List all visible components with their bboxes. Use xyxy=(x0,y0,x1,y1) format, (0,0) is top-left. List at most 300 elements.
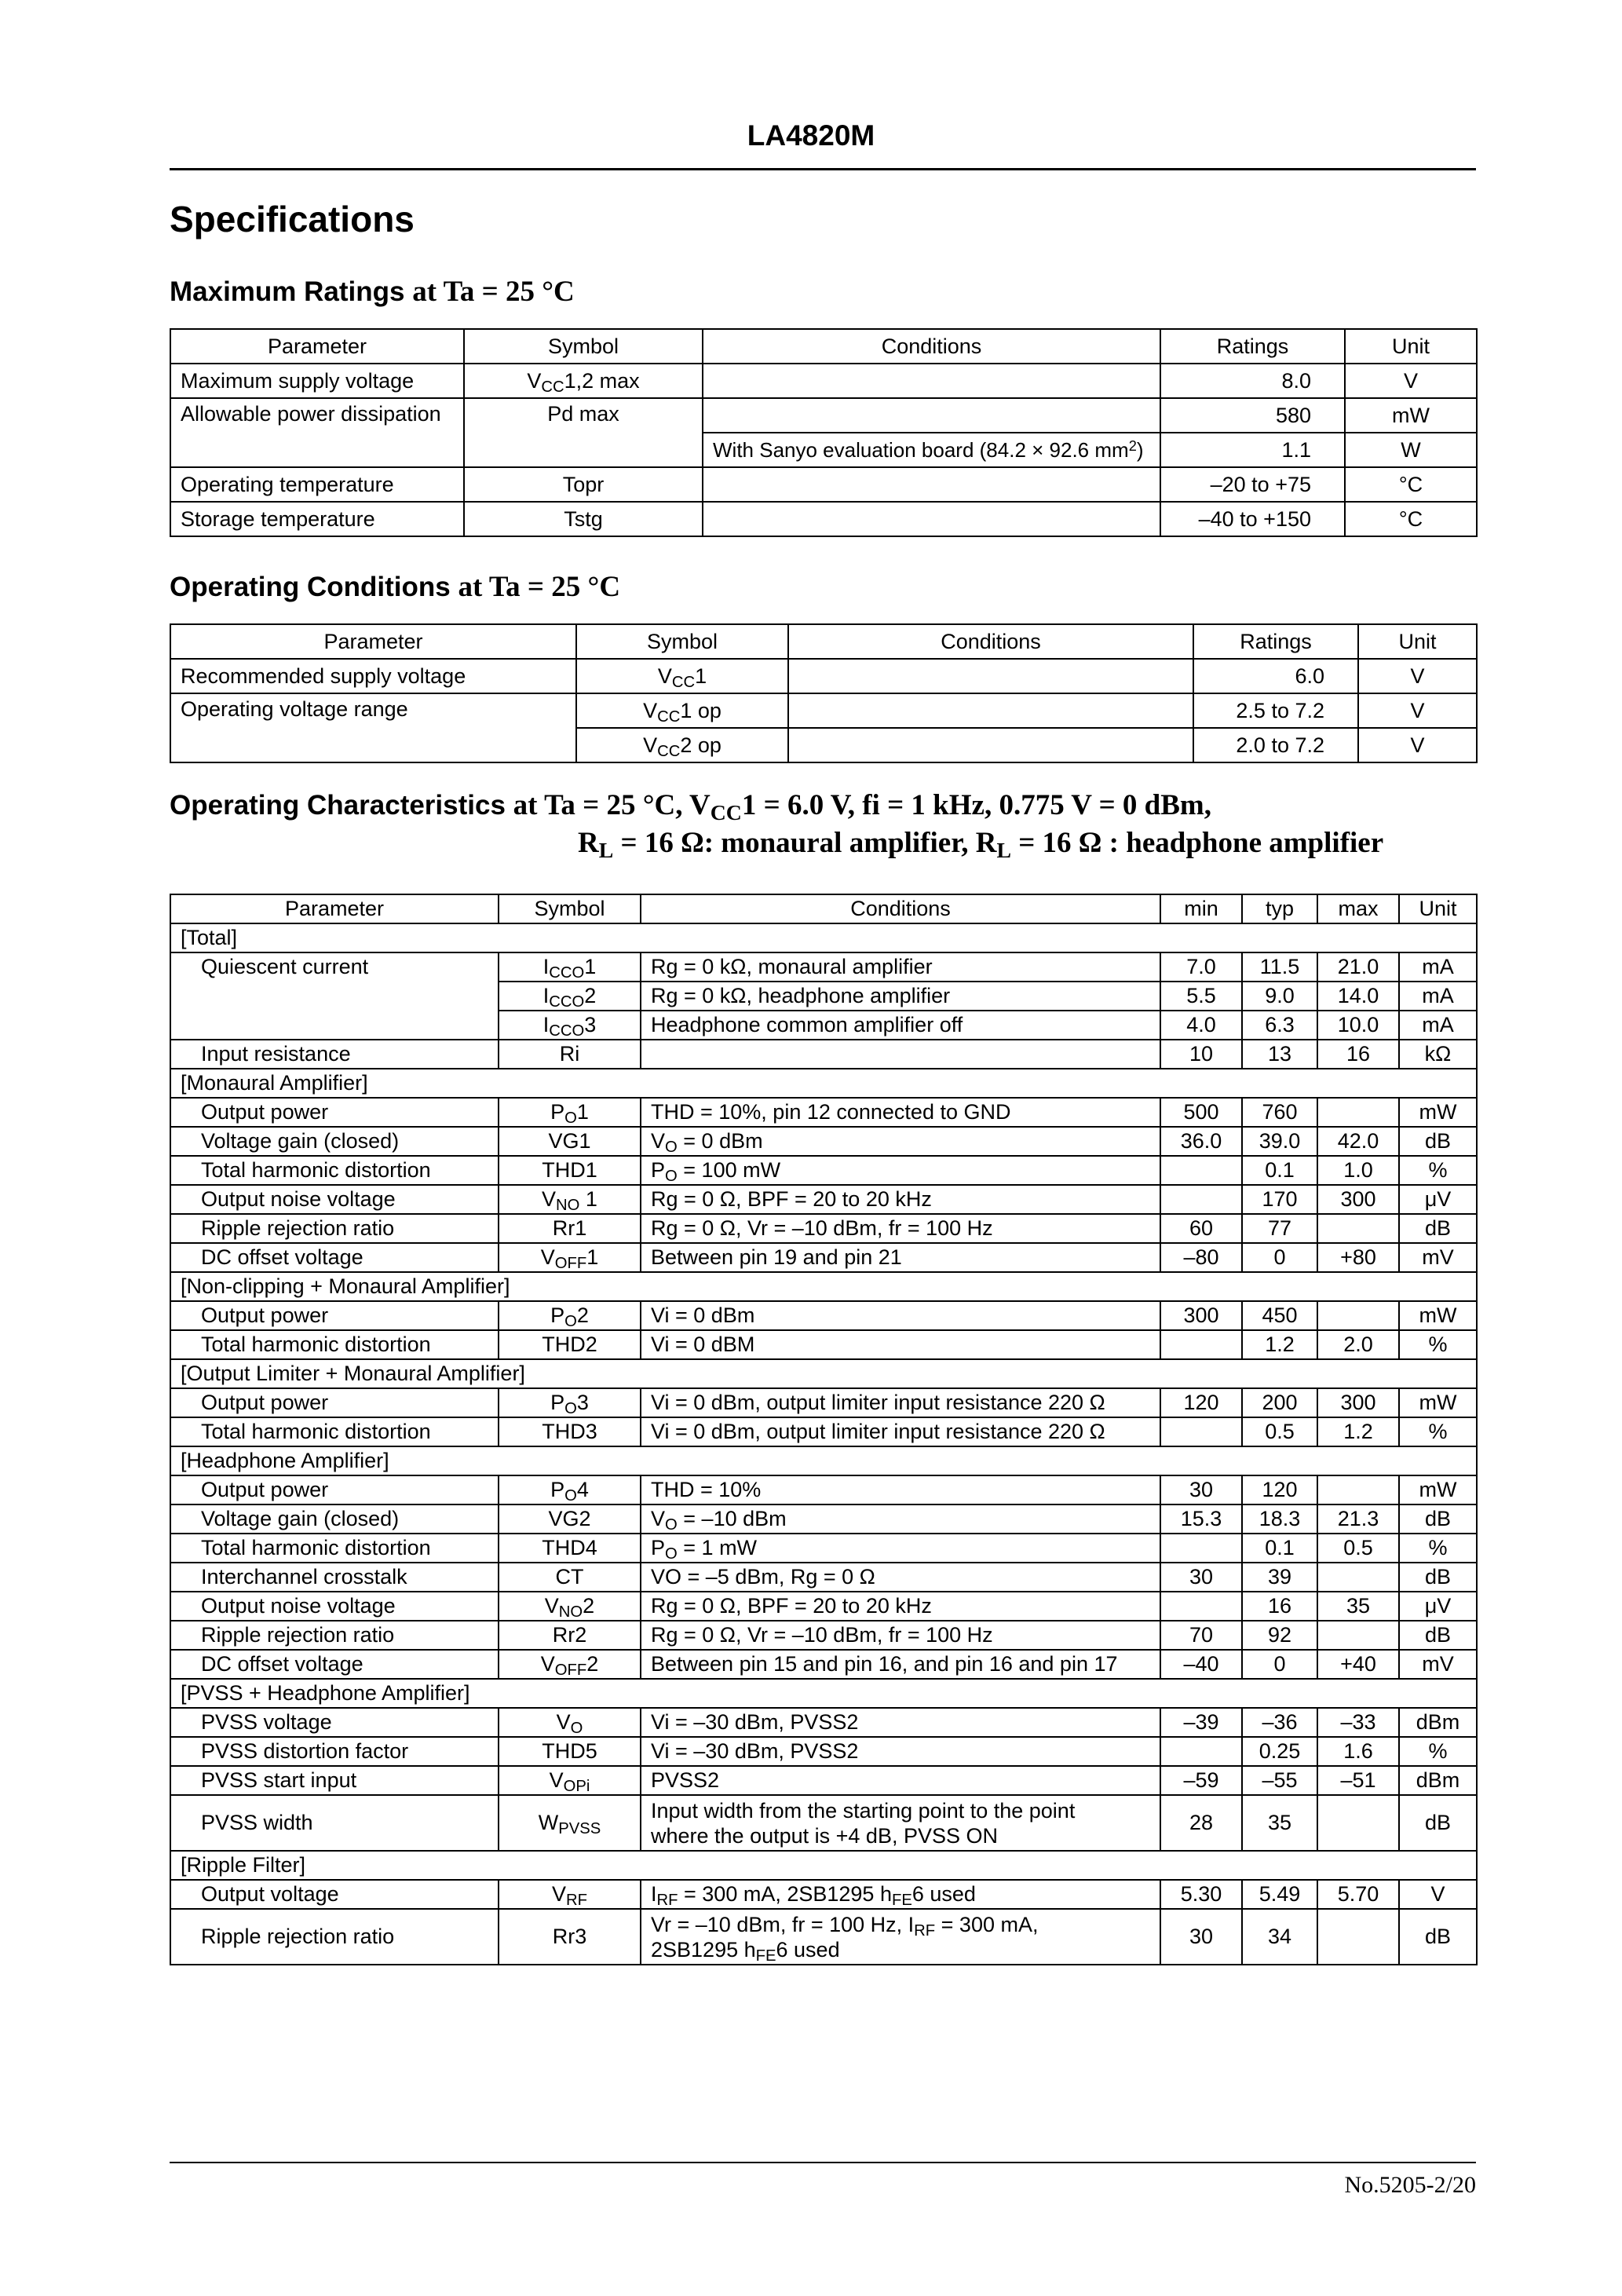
group-row xyxy=(170,1679,1477,1708)
conditions-cell: With Sanyo evaluation board (84.2 × 92.6 $mm^2$) xyxy=(703,433,1160,467)
min-cell xyxy=(1160,1330,1242,1359)
unit-cell: V xyxy=(1345,364,1477,398)
op-chars-condition-line1: at Ta = 25 °C, $V_{CC}1 = 6.0$ V, fi = 1 kHz, 0.775 V = 0 dBm, xyxy=(513,789,1211,825)
typ-cell: –55 xyxy=(1242,1766,1317,1795)
unit-cell: W xyxy=(1345,433,1477,467)
unit-cell: V xyxy=(1358,693,1477,728)
max-cell: –51 xyxy=(1317,1766,1399,1795)
col-header: Ratings xyxy=(1193,624,1358,659)
conditions-cell: Rg = 0 kΩ, monaural amplifier xyxy=(641,952,1160,982)
symbol-cell: Rr1 xyxy=(499,1214,641,1243)
table-row xyxy=(170,1185,1477,1214)
parameter-cell: PVSS start input xyxy=(170,1766,499,1795)
op-chars-title: Operating Characteristics xyxy=(170,790,506,821)
symbol-cell: $V_{OPi}$ xyxy=(499,1766,641,1795)
unit-cell: V xyxy=(1399,1880,1477,1909)
table-row xyxy=(170,1475,1477,1504)
conditions-cell xyxy=(703,398,1160,433)
table-row xyxy=(170,1417,1477,1446)
min-cell: 30 xyxy=(1160,1475,1242,1504)
typ-cell: 1.2 xyxy=(1242,1330,1317,1359)
group-row xyxy=(170,1272,1477,1301)
table-row xyxy=(170,659,1477,693)
symbol-cell: $P_O4$ xyxy=(499,1475,641,1504)
parameter-cell: Output noise voltage xyxy=(170,1592,499,1621)
group-label: [Ripple Filter] xyxy=(170,1851,1477,1880)
symbol-cell: THD3 xyxy=(499,1417,641,1446)
parameter-cell: Quiescent current xyxy=(170,952,499,1040)
table-row xyxy=(170,1098,1477,1127)
group-row xyxy=(170,1851,1477,1880)
op-conditions-title: Operating Conditions xyxy=(170,572,451,602)
unit-cell: kΩ xyxy=(1399,1040,1477,1069)
col-header: Conditions xyxy=(703,329,1160,364)
symbol-cell: $V_{NO}2$ xyxy=(499,1592,641,1621)
parameter-cell: Total harmonic distortion xyxy=(170,1330,499,1359)
table-row xyxy=(170,1301,1477,1330)
parameter-cell: Recommended supply voltage xyxy=(170,659,576,693)
max-cell: 1.2 xyxy=(1317,1417,1399,1446)
symbol-cell: $V_{CC}1$ op xyxy=(576,693,788,728)
symbol-cell: $V_{NO}$ 1 xyxy=(499,1185,641,1214)
symbol-cell: THD1 xyxy=(499,1156,641,1185)
max-cell xyxy=(1317,1909,1399,1965)
symbol-cell: $W_{PVSS}$ xyxy=(499,1795,641,1851)
group-label: [Output Limiter + Monaural Amplifier] xyxy=(170,1359,1477,1388)
max-cell: 0.5 xyxy=(1317,1534,1399,1563)
symbol-cell: $I_{CCO}3$ xyxy=(499,1011,641,1040)
max-cell: 300 xyxy=(1317,1388,1399,1417)
table-row xyxy=(170,502,1477,536)
table-row xyxy=(170,398,1477,433)
symbol-cell: $V_{CC}1,2$ max xyxy=(464,364,703,398)
conditions-cell: Vi = –30 dBm, PVSS2 xyxy=(641,1708,1160,1737)
unit-cell: dB xyxy=(1399,1214,1477,1243)
min-cell xyxy=(1160,1156,1242,1185)
rating-cell: 580 xyxy=(1160,398,1345,433)
unit-cell: dBm xyxy=(1399,1766,1477,1795)
unit-cell: % xyxy=(1399,1156,1477,1185)
max-cell xyxy=(1317,1795,1399,1851)
max-cell xyxy=(1317,1214,1399,1243)
conditions-cell: $P_O = 1$ mW xyxy=(641,1534,1160,1563)
unit-cell: V xyxy=(1358,659,1477,693)
conditions-cell: VO = –5 dBm, Rg = 0 Ω xyxy=(641,1563,1160,1592)
table-row xyxy=(170,1330,1477,1359)
table-row xyxy=(170,1156,1477,1185)
unit-cell: dB xyxy=(1399,1504,1477,1534)
max-cell: 2.0 xyxy=(1317,1330,1399,1359)
max-cell: 1.0 xyxy=(1317,1156,1399,1185)
parameter-cell: Allowable power dissipation xyxy=(170,398,464,467)
max-ratings-condition: at Ta = 25 °C xyxy=(412,276,575,308)
typ-cell: 9.0 xyxy=(1242,982,1317,1011)
min-cell: 70 xyxy=(1160,1621,1242,1650)
typ-cell: 0.1 xyxy=(1242,1156,1317,1185)
typ-cell: 16 xyxy=(1242,1592,1317,1621)
table-row xyxy=(170,467,1477,502)
unit-cell: mW xyxy=(1399,1301,1477,1330)
max-cell: 21.0 xyxy=(1317,952,1399,982)
parameter-cell: Output voltage xyxy=(170,1880,499,1909)
rating-cell: –40 to +150 xyxy=(1160,502,1345,536)
typ-cell: 760 xyxy=(1242,1098,1317,1127)
min-cell: –39 xyxy=(1160,1708,1242,1737)
unit-cell: dBm xyxy=(1399,1708,1477,1737)
min-cell xyxy=(1160,1417,1242,1446)
table-row xyxy=(170,1650,1477,1679)
max-cell: 16 xyxy=(1317,1040,1399,1069)
group-label: [Non-clipping + Monaural Amplifier] xyxy=(170,1272,1477,1301)
col-header: min xyxy=(1160,894,1242,923)
max-cell: 42.0 xyxy=(1317,1127,1399,1156)
typ-cell: 0 xyxy=(1242,1243,1317,1272)
conditions-cell: $I_{RF} = 300$ mA, 2SB1295 $h_{FE}6$ used xyxy=(641,1880,1160,1909)
min-cell: 5.5 xyxy=(1160,982,1242,1011)
unit-cell: μV xyxy=(1399,1592,1477,1621)
unit-cell: mW xyxy=(1399,1098,1477,1127)
parameter-cell: Interchannel crosstalk xyxy=(170,1563,499,1592)
group-row xyxy=(170,1446,1477,1475)
col-header: Parameter xyxy=(170,894,499,923)
symbol-cell: THD2 xyxy=(499,1330,641,1359)
table-row xyxy=(170,1127,1477,1156)
rating-cell: –20 to +75 xyxy=(1160,467,1345,502)
max-ratings-heading xyxy=(170,275,575,309)
conditions-cell xyxy=(788,659,1193,693)
document-number: No.5205-2/20 xyxy=(1344,2172,1476,2198)
symbol-cell: CT xyxy=(499,1563,641,1592)
op-chars-condition-line2: $R_L = 16$ Ω: monaural amplifier, $R_L = 16$ Ω : headphone amplifier xyxy=(578,827,1384,863)
group-label: [Total] xyxy=(170,923,1477,952)
typ-cell: 39 xyxy=(1242,1563,1317,1592)
conditions-cell: Vi = 0 dBm, output limiter input resistance 220 Ω xyxy=(641,1417,1160,1446)
parameter-cell: Storage temperature xyxy=(170,502,464,536)
parameter-cell: Operating voltage range xyxy=(170,693,576,762)
table-row xyxy=(170,1563,1477,1592)
table-row xyxy=(170,1880,1477,1909)
parameter-cell: Maximum supply voltage xyxy=(170,364,464,398)
parameter-cell: Ripple rejection ratio xyxy=(170,1621,499,1650)
typ-cell: 120 xyxy=(1242,1475,1317,1504)
max-cell: 21.3 xyxy=(1317,1504,1399,1534)
unit-cell: V xyxy=(1358,728,1477,762)
unit-cell: °C xyxy=(1345,502,1477,536)
min-cell: –59 xyxy=(1160,1766,1242,1795)
rating-cell: 2.0 to 7.2 xyxy=(1193,728,1358,762)
parameter-cell: Voltage gain (closed) xyxy=(170,1127,499,1156)
col-header: Unit xyxy=(1399,894,1477,923)
typ-cell: 0.25 xyxy=(1242,1737,1317,1766)
symbol-cell: Rr3 xyxy=(499,1909,641,1965)
col-header: Unit xyxy=(1345,329,1477,364)
conditions-cell xyxy=(703,364,1160,398)
typ-cell: 0 xyxy=(1242,1650,1317,1679)
conditions-cell: $P_O = 100$ mW xyxy=(641,1156,1160,1185)
typ-cell: 6.3 xyxy=(1242,1011,1317,1040)
rating-cell: 2.5 to 7.2 xyxy=(1193,693,1358,728)
group-label: [PVSS + Headphone Amplifier] xyxy=(170,1679,1477,1708)
parameter-cell: Total harmonic distortion xyxy=(170,1417,499,1446)
table-row xyxy=(170,693,1477,728)
col-header: Symbol xyxy=(464,329,703,364)
min-cell: 4.0 xyxy=(1160,1011,1242,1040)
typ-cell: 18.3 xyxy=(1242,1504,1317,1534)
parameter-cell: Ripple rejection ratio xyxy=(170,1909,499,1965)
unit-cell: mV xyxy=(1399,1243,1477,1272)
symbol-cell: $I_{CCO}1$ xyxy=(499,952,641,982)
symbol-cell: Pd max xyxy=(464,398,703,467)
unit-cell: % xyxy=(1399,1737,1477,1766)
parameter-cell: Ripple rejection ratio xyxy=(170,1214,499,1243)
unit-cell: % xyxy=(1399,1417,1477,1446)
symbol-cell: Ri xyxy=(499,1040,641,1069)
max-cell: 5.70 xyxy=(1317,1880,1399,1909)
typ-cell: 11.5 xyxy=(1242,952,1317,982)
op-conditions-table xyxy=(170,623,1478,763)
max-cell: –33 xyxy=(1317,1708,1399,1737)
table-row xyxy=(170,1388,1477,1417)
symbol-cell: Topr xyxy=(464,467,703,502)
min-cell: 300 xyxy=(1160,1301,1242,1330)
conditions-cell: Vr = –10 dBm, fr = 100 Hz, $I_{RF} = 300$ mA, 2SB1295 $h_{FE}6$ used xyxy=(641,1909,1160,1965)
typ-cell: 200 xyxy=(1242,1388,1317,1417)
unit-cell: mW xyxy=(1399,1475,1477,1504)
conditions-cell: Input width from the starting point to the point where the output is +4 dB, PVSS ON xyxy=(641,1795,1160,1851)
min-cell: 10 xyxy=(1160,1040,1242,1069)
conditions-cell: Vi = 0 dBM xyxy=(641,1330,1160,1359)
parameter-cell: Output power xyxy=(170,1301,499,1330)
symbol-cell: $P_O2$ xyxy=(499,1301,641,1330)
col-header: Conditions xyxy=(641,894,1160,923)
col-header: Parameter xyxy=(170,329,464,364)
rating-cell: 8.0 xyxy=(1160,364,1345,398)
table-row xyxy=(170,1040,1477,1069)
conditions-cell: Rg = 0 Ω, Vr = –10 dBm, fr = 100 Hz xyxy=(641,1621,1160,1650)
table-row xyxy=(170,1592,1477,1621)
conditions-cell: Rg = 0 kΩ, headphone amplifier xyxy=(641,982,1160,1011)
symbol-cell: $V_{OFF}2$ xyxy=(499,1650,641,1679)
min-cell: 7.0 xyxy=(1160,952,1242,982)
parameter-cell: DC offset voltage xyxy=(170,1243,499,1272)
max-cell: +40 xyxy=(1317,1650,1399,1679)
parameter-cell: DC offset voltage xyxy=(170,1650,499,1679)
parameter-cell: Output noise voltage xyxy=(170,1185,499,1214)
col-header: Unit xyxy=(1358,624,1477,659)
table-row xyxy=(170,1621,1477,1650)
max-cell xyxy=(1317,1475,1399,1504)
op-chars-table xyxy=(170,894,1478,1965)
conditions-cell: $V_O = -10$ dBm xyxy=(641,1504,1160,1534)
conditions-cell xyxy=(788,693,1193,728)
conditions-cell: Vi = –30 dBm, PVSS2 xyxy=(641,1737,1160,1766)
symbol-cell: VG1 xyxy=(499,1127,641,1156)
unit-cell: mA xyxy=(1399,1011,1477,1040)
unit-cell: mA xyxy=(1399,952,1477,982)
typ-cell: –36 xyxy=(1242,1708,1317,1737)
parameter-cell: PVSS distortion factor xyxy=(170,1737,499,1766)
unit-cell: dB xyxy=(1399,1621,1477,1650)
symbol-cell: $V_{OFF}1$ xyxy=(499,1243,641,1272)
table-header-row xyxy=(170,624,1477,659)
conditions-cell: THD = 10%, pin 12 connected to GND xyxy=(641,1098,1160,1127)
parameter-cell: Voltage gain (closed) xyxy=(170,1504,499,1534)
col-header: max xyxy=(1317,894,1399,923)
max-cell xyxy=(1317,1563,1399,1592)
max-cell: 1.6 xyxy=(1317,1737,1399,1766)
conditions-cell xyxy=(641,1040,1160,1069)
table-row xyxy=(170,1214,1477,1243)
min-cell: 120 xyxy=(1160,1388,1242,1417)
group-label: [Headphone Amplifier] xyxy=(170,1446,1477,1475)
min-cell xyxy=(1160,1534,1242,1563)
symbol-cell: VG2 xyxy=(499,1504,641,1534)
typ-cell: 0.5 xyxy=(1242,1417,1317,1446)
max-cell xyxy=(1317,1621,1399,1650)
conditions-cell: Vi = 0 dBm, output limiter input resistance 220 Ω xyxy=(641,1388,1160,1417)
conditions-cell xyxy=(788,728,1193,762)
min-cell xyxy=(1160,1592,1242,1621)
typ-cell: 35 xyxy=(1242,1795,1317,1851)
table-row xyxy=(170,1708,1477,1737)
typ-cell: 170 xyxy=(1242,1185,1317,1214)
max-cell xyxy=(1317,1098,1399,1127)
unit-cell: °C xyxy=(1345,467,1477,502)
col-header: Conditions xyxy=(788,624,1193,659)
typ-cell: 13 xyxy=(1242,1040,1317,1069)
typ-cell: 34 xyxy=(1242,1909,1317,1965)
conditions-cell: Vi = 0 dBm xyxy=(641,1301,1160,1330)
group-row xyxy=(170,1069,1477,1098)
typ-cell: 450 xyxy=(1242,1301,1317,1330)
table-row xyxy=(170,1795,1477,1851)
symbol-cell: THD5 xyxy=(499,1737,641,1766)
max-cell xyxy=(1317,1301,1399,1330)
table-row xyxy=(170,1534,1477,1563)
unit-cell: % xyxy=(1399,1330,1477,1359)
table-row xyxy=(170,1243,1477,1272)
col-header: Ratings xyxy=(1160,329,1345,364)
part-number-header: LA4820M xyxy=(747,119,875,152)
conditions-cell: $V_O = 0$ dBm xyxy=(641,1127,1160,1156)
op-conditions-heading xyxy=(170,570,620,604)
min-cell: 60 xyxy=(1160,1214,1242,1243)
table-header-row xyxy=(170,894,1477,923)
unit-cell: mW xyxy=(1345,398,1477,433)
conditions-cell: Headphone common amplifier off xyxy=(641,1011,1160,1040)
col-header: Symbol xyxy=(576,624,788,659)
typ-cell: 39.0 xyxy=(1242,1127,1317,1156)
symbol-cell: $V_{RF}$ xyxy=(499,1880,641,1909)
col-header: Parameter xyxy=(170,624,576,659)
table-row xyxy=(170,952,1477,982)
conditions-cell: Between pin 19 and pin 21 xyxy=(641,1243,1160,1272)
typ-cell: 77 xyxy=(1242,1214,1317,1243)
table-row xyxy=(170,1766,1477,1795)
group-row xyxy=(170,1359,1477,1388)
conditions-cell: THD = 10% xyxy=(641,1475,1160,1504)
unit-cell: dB xyxy=(1399,1563,1477,1592)
header-rule xyxy=(170,168,1476,170)
min-cell: 36.0 xyxy=(1160,1127,1242,1156)
max-ratings-table xyxy=(170,328,1478,537)
conditions-cell xyxy=(703,467,1160,502)
unit-cell: dB xyxy=(1399,1909,1477,1965)
symbol-cell: $I_{CCO}2$ xyxy=(499,982,641,1011)
min-cell: –80 xyxy=(1160,1243,1242,1272)
symbol-cell: $V_{CC}2$ op xyxy=(576,728,788,762)
min-cell xyxy=(1160,1185,1242,1214)
group-row xyxy=(170,923,1477,952)
min-cell: 30 xyxy=(1160,1909,1242,1965)
parameter-cell: Input resistance xyxy=(170,1040,499,1069)
rating-cell: 6.0 xyxy=(1193,659,1358,693)
conditions-cell: Rg = 0 Ω, BPF = 20 to 20 kHz xyxy=(641,1185,1160,1214)
max-cell: 14.0 xyxy=(1317,982,1399,1011)
parameter-cell: PVSS voltage xyxy=(170,1708,499,1737)
unit-cell: mV xyxy=(1399,1650,1477,1679)
parameter-cell: Output power xyxy=(170,1098,499,1127)
parameter-cell: Total harmonic distortion xyxy=(170,1156,499,1185)
typ-cell: 5.49 xyxy=(1242,1880,1317,1909)
footer-rule xyxy=(170,2162,1476,2163)
symbol-cell: Rr2 xyxy=(499,1621,641,1650)
max-cell: +80 xyxy=(1317,1243,1399,1272)
unit-cell: % xyxy=(1399,1534,1477,1563)
parameter-cell: Total harmonic distortion xyxy=(170,1534,499,1563)
rating-cell: 1.1 xyxy=(1160,433,1345,467)
col-header: Symbol xyxy=(499,894,641,923)
max-cell: 300 xyxy=(1317,1185,1399,1214)
table-row xyxy=(170,1737,1477,1766)
max-ratings-title: Maximum Ratings xyxy=(170,276,405,307)
table-header-row xyxy=(170,329,1477,364)
symbol-cell: THD4 xyxy=(499,1534,641,1563)
max-cell: 10.0 xyxy=(1317,1011,1399,1040)
parameter-cell: Operating temperature xyxy=(170,467,464,502)
min-cell: –40 xyxy=(1160,1650,1242,1679)
min-cell: 5.30 xyxy=(1160,1880,1242,1909)
unit-cell: dB xyxy=(1399,1127,1477,1156)
op-conditions-condition: at Ta = 25 °C xyxy=(458,571,621,603)
min-cell: 15.3 xyxy=(1160,1504,1242,1534)
unit-cell: mW xyxy=(1399,1388,1477,1417)
symbol-cell: $V_O$ xyxy=(499,1708,641,1737)
unit-cell: dB xyxy=(1399,1795,1477,1851)
table-row xyxy=(170,1504,1477,1534)
symbol-cell: $P_O1$ xyxy=(499,1098,641,1127)
group-label: [Monaural Amplifier] xyxy=(170,1069,1477,1098)
unit-cell: mA xyxy=(1399,982,1477,1011)
table-row xyxy=(170,364,1477,398)
conditions-cell xyxy=(703,502,1160,536)
symbol-cell: $P_O3$ xyxy=(499,1388,641,1417)
op-chars-heading xyxy=(170,788,1211,825)
typ-cell: 92 xyxy=(1242,1621,1317,1650)
parameter-cell: Output power xyxy=(170,1388,499,1417)
symbol-cell: Tstg xyxy=(464,502,703,536)
min-cell: 500 xyxy=(1160,1098,1242,1127)
min-cell xyxy=(1160,1737,1242,1766)
conditions-cell: PVSS2 xyxy=(641,1766,1160,1795)
table-row xyxy=(170,1909,1477,1965)
min-cell: 30 xyxy=(1160,1563,1242,1592)
conditions-cell: Rg = 0 Ω, BPF = 20 to 20 kHz xyxy=(641,1592,1160,1621)
max-cell: 35 xyxy=(1317,1592,1399,1621)
parameter-cell: PVSS width xyxy=(170,1795,499,1851)
typ-cell: 0.1 xyxy=(1242,1534,1317,1563)
parameter-cell: Output power xyxy=(170,1475,499,1504)
